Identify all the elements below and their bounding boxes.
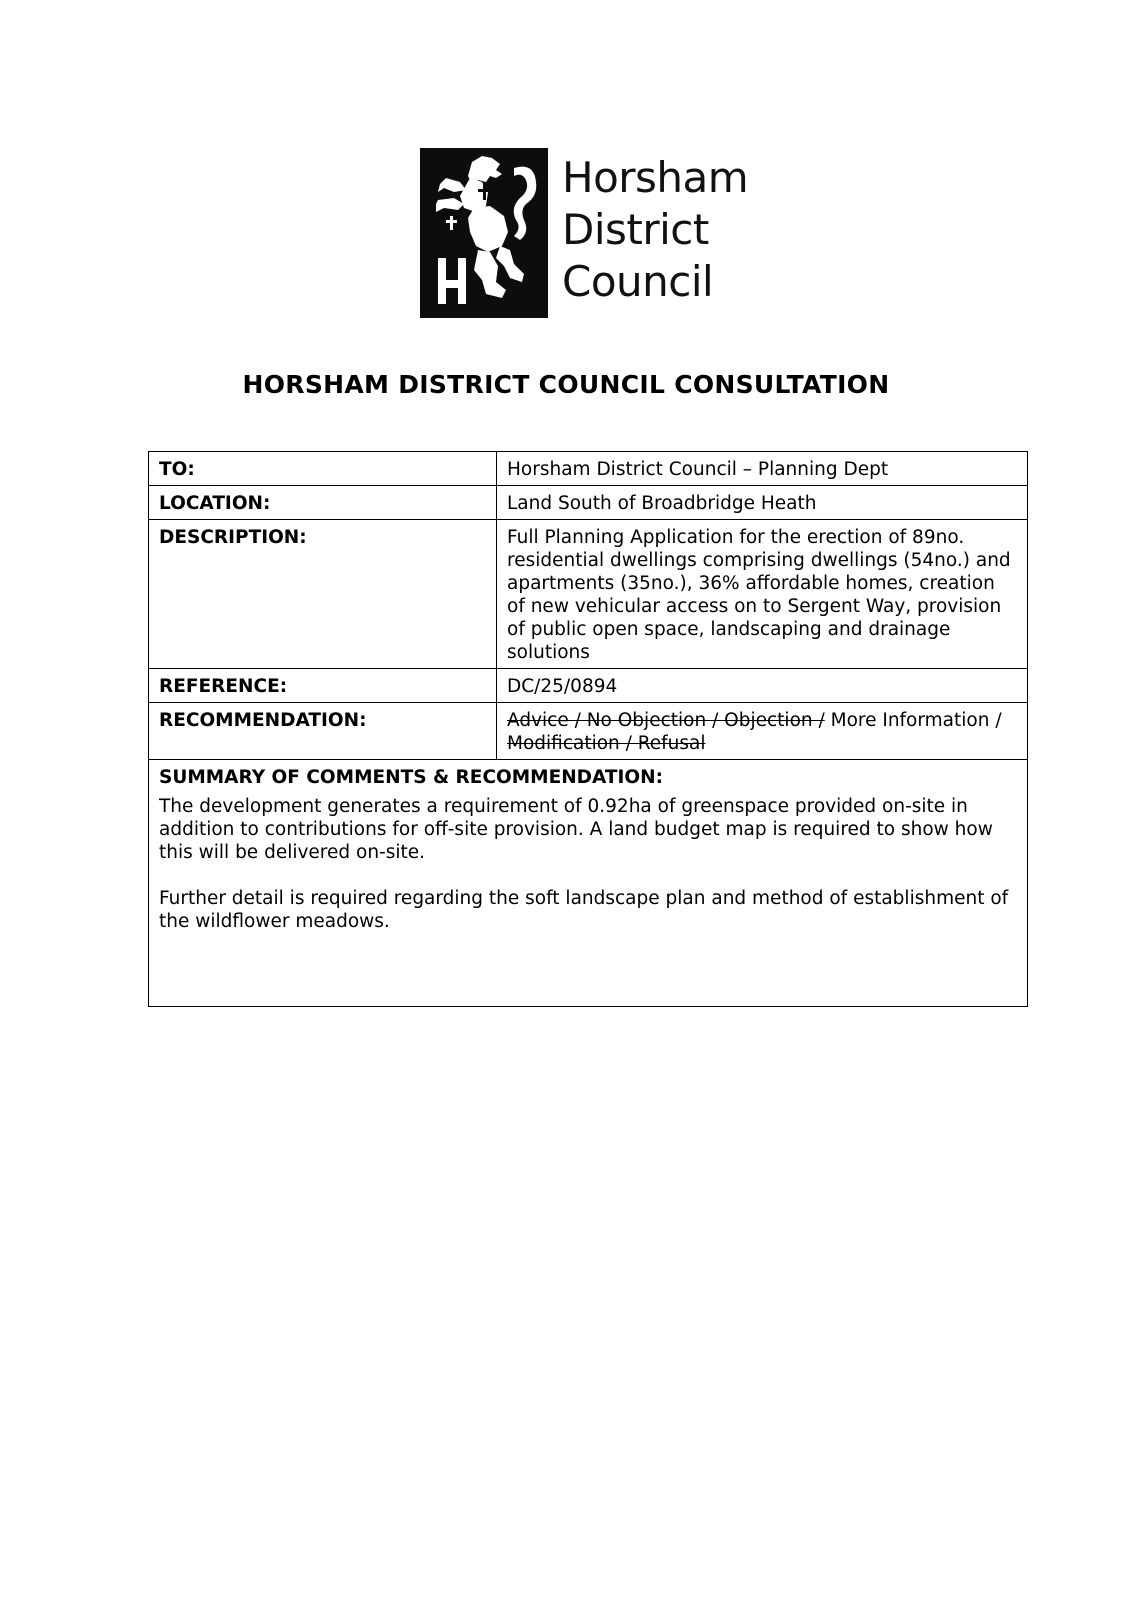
recommendation-value — [497, 703, 1028, 760]
row-recommendation — [149, 703, 1028, 760]
logo-line-3: Council — [562, 257, 714, 306]
summary-cell — [149, 760, 1028, 1007]
reference-label: REFERENCE: — [149, 669, 497, 703]
recommendation-separator: / — [995, 710, 1002, 731]
row-description — [149, 520, 1028, 669]
summary-heading: SUMMARY OF COMMENTS & RECOMMENDATION: — [159, 767, 664, 788]
lion-rampant-emblem-icon — [420, 148, 548, 318]
logo-line-2: District — [562, 205, 709, 254]
reference-value: DC/25/0894 — [497, 669, 1028, 703]
recommendation-struck-options: Advice / No Objection / Objection / — [507, 710, 825, 731]
to-value: Horsham District Council – Planning Dept — [497, 452, 1028, 486]
to-label: TO: — [149, 452, 497, 486]
recommendation-label: RECOMMENDATION: — [149, 703, 497, 760]
consultation-table — [148, 451, 1028, 1007]
logo-line-1: Horsham — [562, 153, 749, 202]
row-summary — [149, 760, 1028, 1007]
logo-wordmark — [562, 152, 748, 308]
summary-paragraph-1: The development generates a requirement of 0.92ha of greenspace provided on-site in addition to contributions for off-site provision. A land budget map is required to show how this will be delivered on-site. — [159, 796, 993, 863]
row-location — [149, 486, 1028, 520]
document-title: HORSHAM DISTRICT COUNCIL CONSULTATION — [242, 370, 890, 399]
row-to — [149, 452, 1028, 486]
recommendation-struck-options-2: Modification / Refusal — [507, 733, 706, 754]
council-logo — [420, 148, 760, 318]
description-label: DESCRIPTION: — [149, 520, 497, 669]
recommendation-selected: More Information — [830, 710, 990, 731]
summary-paragraph-2: Further detail is required regarding the soft landscape plan and method of establishment of the wildflower meadows. — [159, 888, 1009, 932]
location-value: Land South of Broadbridge Heath — [497, 486, 1028, 520]
location-label: LOCATION: — [149, 486, 497, 520]
description-value: Full Planning Application for the erection of 89no. residential dwellings comprising dwellings (54no.) and apartments (35no.), 36% affordable homes, creation of new vehicular access on to Sergent Way, provision of public open space, landscaping and drainage solutions — [497, 520, 1028, 669]
row-reference — [149, 669, 1028, 703]
